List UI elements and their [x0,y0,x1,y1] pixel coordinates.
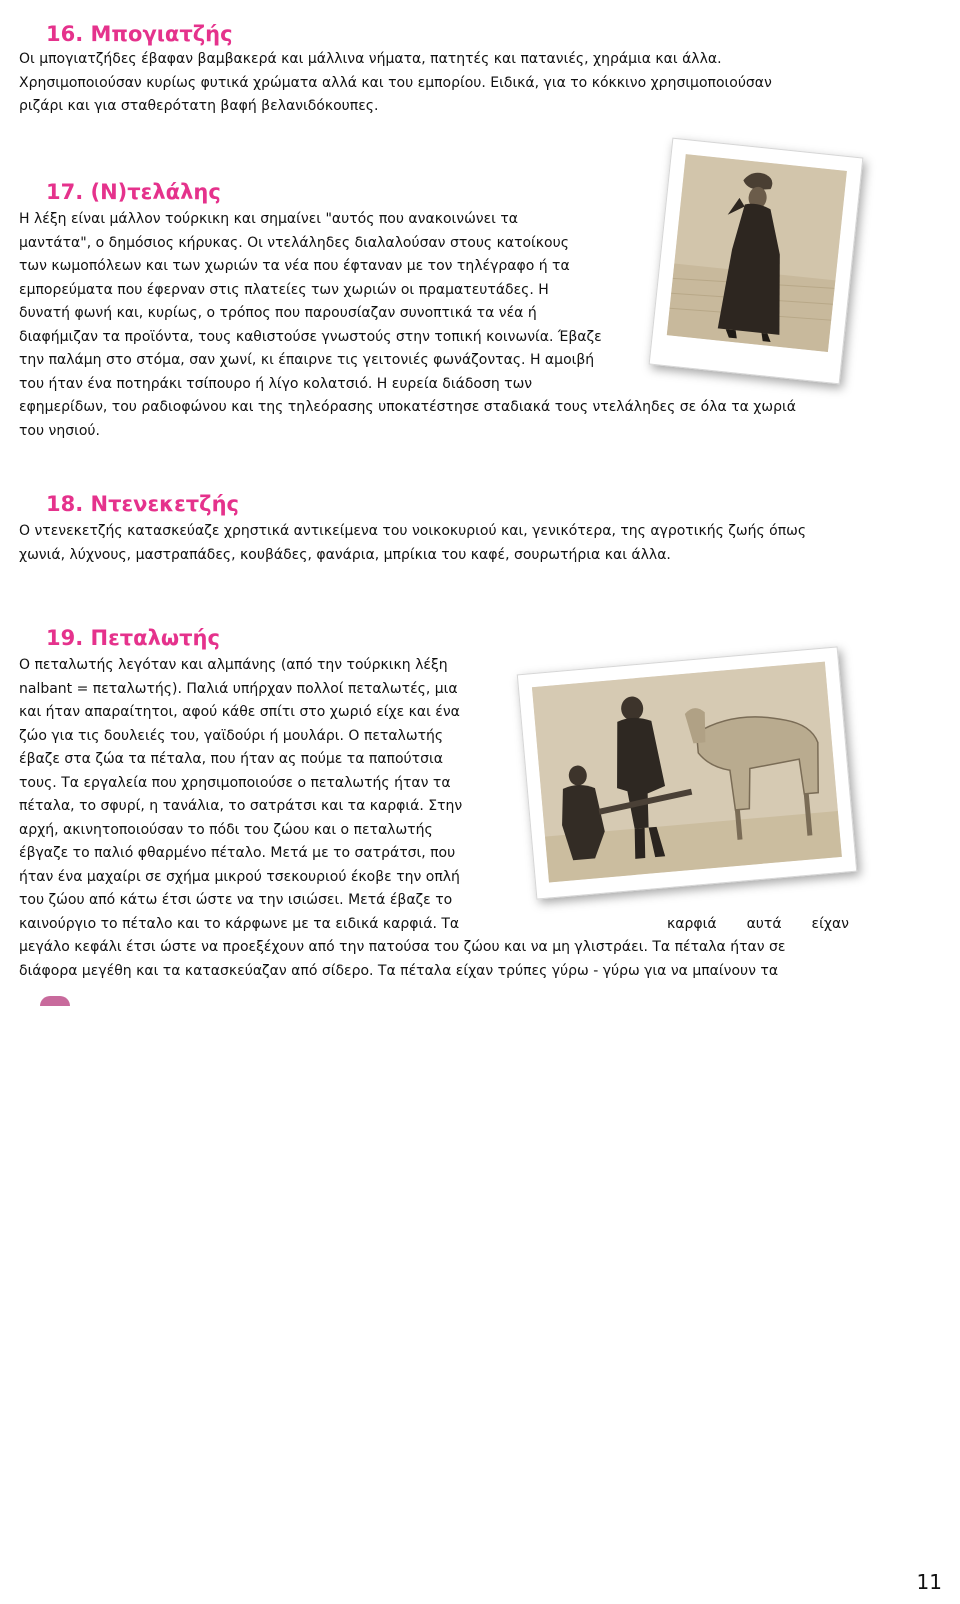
text-line: του ζώου από κάτω έτσι ώστε να την ισιώσει. Μετά έβαζε το [19,892,453,908]
text-line: nalbant = πεταλωτής). Παλιά υπήρχαν πολλοί πεταλωτές, μια [19,680,458,697]
split-word: καρφιά [667,915,717,932]
text-line: ήταν ένα μαχαίρι σε σχήμα μικρού τσεκουριού έκοβε την οπλή [19,868,460,885]
text-line: διάφορα μεγέθη και τα κατασκεύαζαν από σίδερο. Τα πέταλα είχαν τρύπες γύρω - γύρω για να μπαίνουν τα [19,962,779,979]
town-crier-photo [667,154,847,352]
split-word: είχαν [811,915,849,932]
text-line: ζώο για τις δουλειές του, γαϊδούρι ή μουλάρι. Ο πεταλωτής [19,727,444,744]
text-line: μεγάλο κεφάλι έτσι ώστε να προεξέχουν από την πατούσα του ζώου και να μη γλιστράει. Τα πέταλα ήταν σε [19,939,786,955]
text-line: τους. Τα εργαλεία που χρησιμοποιούσε ο πεταλωτής ήταν τα [19,774,451,791]
photo-frame-farrier [517,646,857,899]
split-line-right [667,913,849,937]
split-line-left: καινούργιο το πέταλο και το κάρφωνε με τα ειδικά καρφιά. Τα [19,915,460,932]
farrier-photo [532,662,842,883]
text-line: αρχή, ακινητοποιούσαν το πόδι του ζώου και ο πεταλωτής [19,821,433,838]
split-text-line [19,913,849,937]
text-line: δυνατή φωνή και, κυρίως, ο τρόπος που παρουσίαζαν συνοπτικά τα νέα ή [19,305,537,321]
town-crier-illustration [667,154,847,352]
farrier-illustration [532,662,842,883]
text-line: εμπορεύματα που έφερναν στις πλατείες των χωριών οι πραματευτάδες. Η [19,281,549,298]
text-line: Ο ντενεκετζής κατασκεύαζε χρηστικά αντικείμενα του νοικοκυριού και, γενικότερα, της αγροτικής ζωής όπως [19,523,807,539]
text-line: ριζάρι και για σταθερότατη βαφή βελανιδόκουπες. [19,98,379,114]
page-number: 11 [916,1570,942,1594]
text-line: του ήταν ένα ποτηράκι τσίπουρο ή λίγο κολατσιό. Η ευρεία διάδοση των [19,375,533,392]
section-17-heading: 17. (Ν)τελάλης [46,180,221,204]
section-19-heading: 19. Πεταλωτής [46,626,220,650]
text-line: χωνιά, λύχνους, μαστραπάδες, κουβάδες, φανάρια, μπρίκια του καφέ, σουρωτήρια και άλλα. [19,546,671,563]
section-16-heading: 16. Μπογιατζής [46,22,233,46]
text-line: έβαζε στα ζώα τα πέταλα, που ήταν ας πούμε τα παπούτσια [19,751,443,767]
text-line: πέταλα, το σφυρί, η τανάλια, το σατράτσι και τα καρφιά. Στην [19,798,463,814]
section-18-heading: 18. Ντενεκετζής [46,492,239,516]
section-16-text [19,48,849,119]
text-line: μαντάτα", ο δημόσιος κήρυκας. Οι ντελάληδες διαλαλούσαν στους κατοίκους [19,234,569,251]
text-line: και ήταν απαραίτητοι, αφού κάθε σπίτι στο χωριό είχε και ένα [19,704,460,720]
text-line: Η λέξη είναι μάλλον τούρκικη και σημαίνει "αυτός που ανακοινώνει τα [19,211,519,227]
text-line: Χρησιμοποιούσαν κυρίως φυτικά χρώματα αλλά και του εμπορίου. Ειδικά, για το κόκκινο χρησιμοποιούσαν [19,74,772,91]
text-line: την παλάμη στο στόμα, σαν χωνί, κι έπαιρνε τις γειτονιές φωνάζοντας. Η αμοιβή [19,352,595,368]
text-line: των κωμοπόλεων και των χωριών τα νέα που έφταναν με τον τηλέγραφο ή τα [19,258,570,274]
text-line: έβγαζε το παλιό φθαρμένο πέταλο. Μετά με το σατράτσι, που [19,845,456,861]
text-line: Οι μπογιατζήδες έβαφαν βαμβακερά και μάλλινα νήματα, πατητές και πατανιές, χηράμια και άλλα. [19,51,722,67]
split-word: αυτά [746,915,782,932]
text-line: διαφήμιζαν τα προϊόντα, τους καθιστούσε γνωστούς στην τοπική κοινωνία. Έβαζε [19,328,602,345]
section-18-text [19,520,849,567]
text-line: Ο πεταλωτής λεγόταν και αλμπάνης (από την τούρκικη λέξη [19,657,448,673]
photo-frame-town-crier [649,138,864,385]
text-line: του νησιού. [19,422,100,439]
text-line: εφημερίδων, του ραδιοφώνου και της τηλεόρασης υποκατέστησε σταδιακά τους ντελάληδες σε όλα τα χωριά [19,399,796,415]
decorative-pink-shape [40,996,70,1006]
